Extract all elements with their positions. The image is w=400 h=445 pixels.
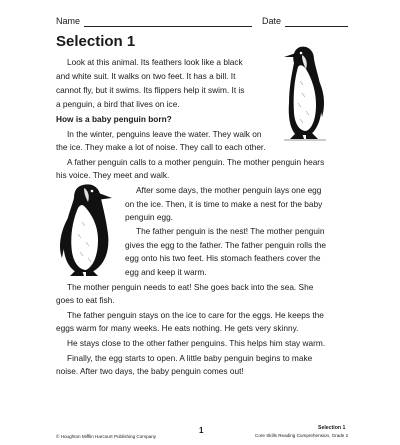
footer-series: Core Skills Reading Comprehension, Grade 2 <box>255 433 349 438</box>
text-line: goes to eat fish. <box>56 295 115 305</box>
text-line: The mother penguin needs to eat! She goes back into the sea. She <box>67 282 314 292</box>
footer-selection: Selection 1 <box>318 425 346 431</box>
text-line: A father penguin calls to a mother penguin. The mother penguin hears <box>67 157 325 167</box>
date-label: Date <box>262 16 282 26</box>
text-line: noise. After two days, the baby penguin comes out! <box>56 366 244 376</box>
text-line: He stays close to the other father penguins. This helps him stay warm. <box>67 338 326 348</box>
text-line: egg onto his two feet. His stomach feathers cover the <box>125 253 321 263</box>
text-line: Finally, the egg starts to open. A little baby penguin begins to make <box>67 353 313 363</box>
copyright-text: © Houghton Mifflin Harcourt Publishing Company <box>56 434 157 439</box>
text-line: and white suit. It walks on two feet. It has a bill. It <box>56 71 236 81</box>
text-line: eggs warm for many weeks. He eats nothing. He gets very skinny. <box>56 323 299 333</box>
name-line[interactable] <box>84 26 252 27</box>
text-line: egg and keep it warm. <box>125 267 207 277</box>
page-title: Selection 1 <box>56 33 136 50</box>
penguin-illustration <box>52 178 122 280</box>
date-line[interactable] <box>285 26 348 27</box>
page-number: 1 <box>199 426 204 435</box>
penguin-illustration <box>276 41 332 142</box>
text-line: the ice. They make a lot of noise. They call to each other. <box>56 142 266 152</box>
text-line: penguin egg. <box>125 212 173 222</box>
text-line: gives the egg to the father. The father penguin rolls the <box>125 240 326 250</box>
text-line: In the winter, penguins leave the water. They walk on <box>67 129 262 139</box>
text-line: The father penguin stays on the ice to care for the eggs. He keeps the <box>67 310 324 320</box>
text-line: After some days, the mother penguin lays one egg <box>136 185 322 195</box>
text-line: Look at this animal. Its feathers look like a black <box>67 57 243 67</box>
text-line: on the ice. Then, it is time to make a nest for the baby <box>125 199 323 209</box>
text-line: a penguin, a bird that lives on ice. <box>56 99 180 109</box>
text-line: The father penguin is the nest! The mother penguin <box>136 226 325 236</box>
name-label: Name <box>56 16 81 26</box>
text-line: his voice. They meet and walk. <box>56 170 170 180</box>
text-line: cannot fly, but it swims. Its flippers help it swim. It is <box>56 85 245 95</box>
section-heading: How is a baby penguin born? <box>56 114 172 124</box>
